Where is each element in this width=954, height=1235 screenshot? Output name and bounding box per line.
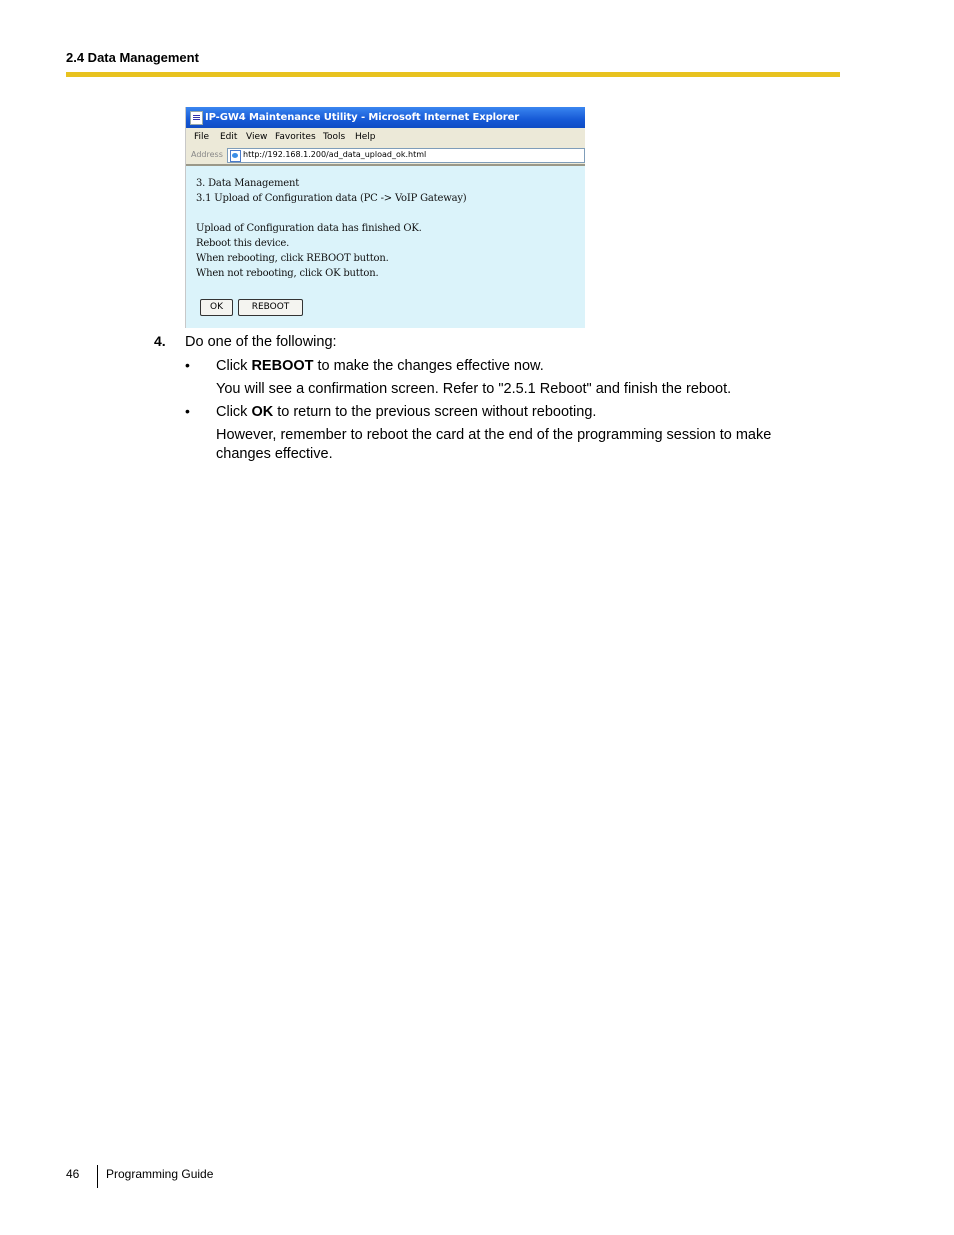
address-bar xyxy=(186,146,585,166)
content-message: When rebooting, click REBOOT button. xyxy=(196,253,389,264)
content-heading: 3. Data Management xyxy=(196,178,300,189)
content-message: Reboot this device. xyxy=(196,238,290,249)
content-subheading: 3.1 Upload of Configuration data (PC -> VoIP Gateway) xyxy=(196,193,467,204)
browser-screenshot xyxy=(185,107,585,328)
bullet-prefix: Click xyxy=(216,358,252,374)
content-message: Upload of Configuration data has finished OK. xyxy=(196,223,422,234)
header-rule xyxy=(66,72,840,77)
bullet-marker: • xyxy=(185,357,190,373)
bullet-detail: However, remember to reboot the card at the end of the programming session to make xyxy=(216,427,772,443)
bullet-suffix: to make the changes effective now. xyxy=(313,358,544,374)
bullet-keyword: OK xyxy=(251,404,274,420)
browser-titlebar xyxy=(186,107,585,128)
page-icon xyxy=(230,150,241,162)
address-input[interactable] xyxy=(227,148,585,163)
bullet-detail: You will see a confirmation screen. Refer to "2.5.1 Reboot" and finish the reboot. xyxy=(216,381,732,397)
menu-view[interactable]: View xyxy=(246,132,268,142)
bullet-keyword: REBOOT xyxy=(251,358,314,374)
step-intro: Do one of the following: xyxy=(185,334,337,350)
bullet-prefix: Click xyxy=(216,404,252,420)
menu-help[interactable]: Help xyxy=(355,132,376,142)
menu-edit[interactable]: Edit xyxy=(220,132,238,142)
window-title: IP-GW4 Maintenance Utility - Microsoft Internet Explorer xyxy=(205,112,520,123)
bullet-text xyxy=(216,357,544,376)
address-label: Address xyxy=(191,150,223,159)
menu-bar xyxy=(186,128,585,147)
footer-divider xyxy=(97,1165,98,1188)
bullet-marker: • xyxy=(185,403,190,419)
menu-tools[interactable]: Tools xyxy=(323,132,346,142)
bullet-suffix: to return to the previous screen without rebooting. xyxy=(273,404,597,420)
menu-favorites[interactable]: Favorites xyxy=(275,132,316,142)
menu-file[interactable]: File xyxy=(194,132,210,142)
ok-button[interactable]: OK xyxy=(200,299,233,316)
bullet-text xyxy=(216,403,596,422)
section-header: 2.4 Data Management xyxy=(66,50,199,65)
footer-title: Programming Guide xyxy=(106,1167,214,1181)
address-url: http://192.168.1.200/ad_data_upload_ok.html xyxy=(243,150,427,159)
page-number: 46 xyxy=(66,1167,80,1181)
bullet-detail: changes effective. xyxy=(216,446,333,462)
content-message: When not rebooting, click OK button. xyxy=(196,268,379,279)
reboot-button[interactable]: REBOOT xyxy=(238,299,303,316)
step-number: 4. xyxy=(154,333,166,349)
window-icon xyxy=(190,111,203,125)
